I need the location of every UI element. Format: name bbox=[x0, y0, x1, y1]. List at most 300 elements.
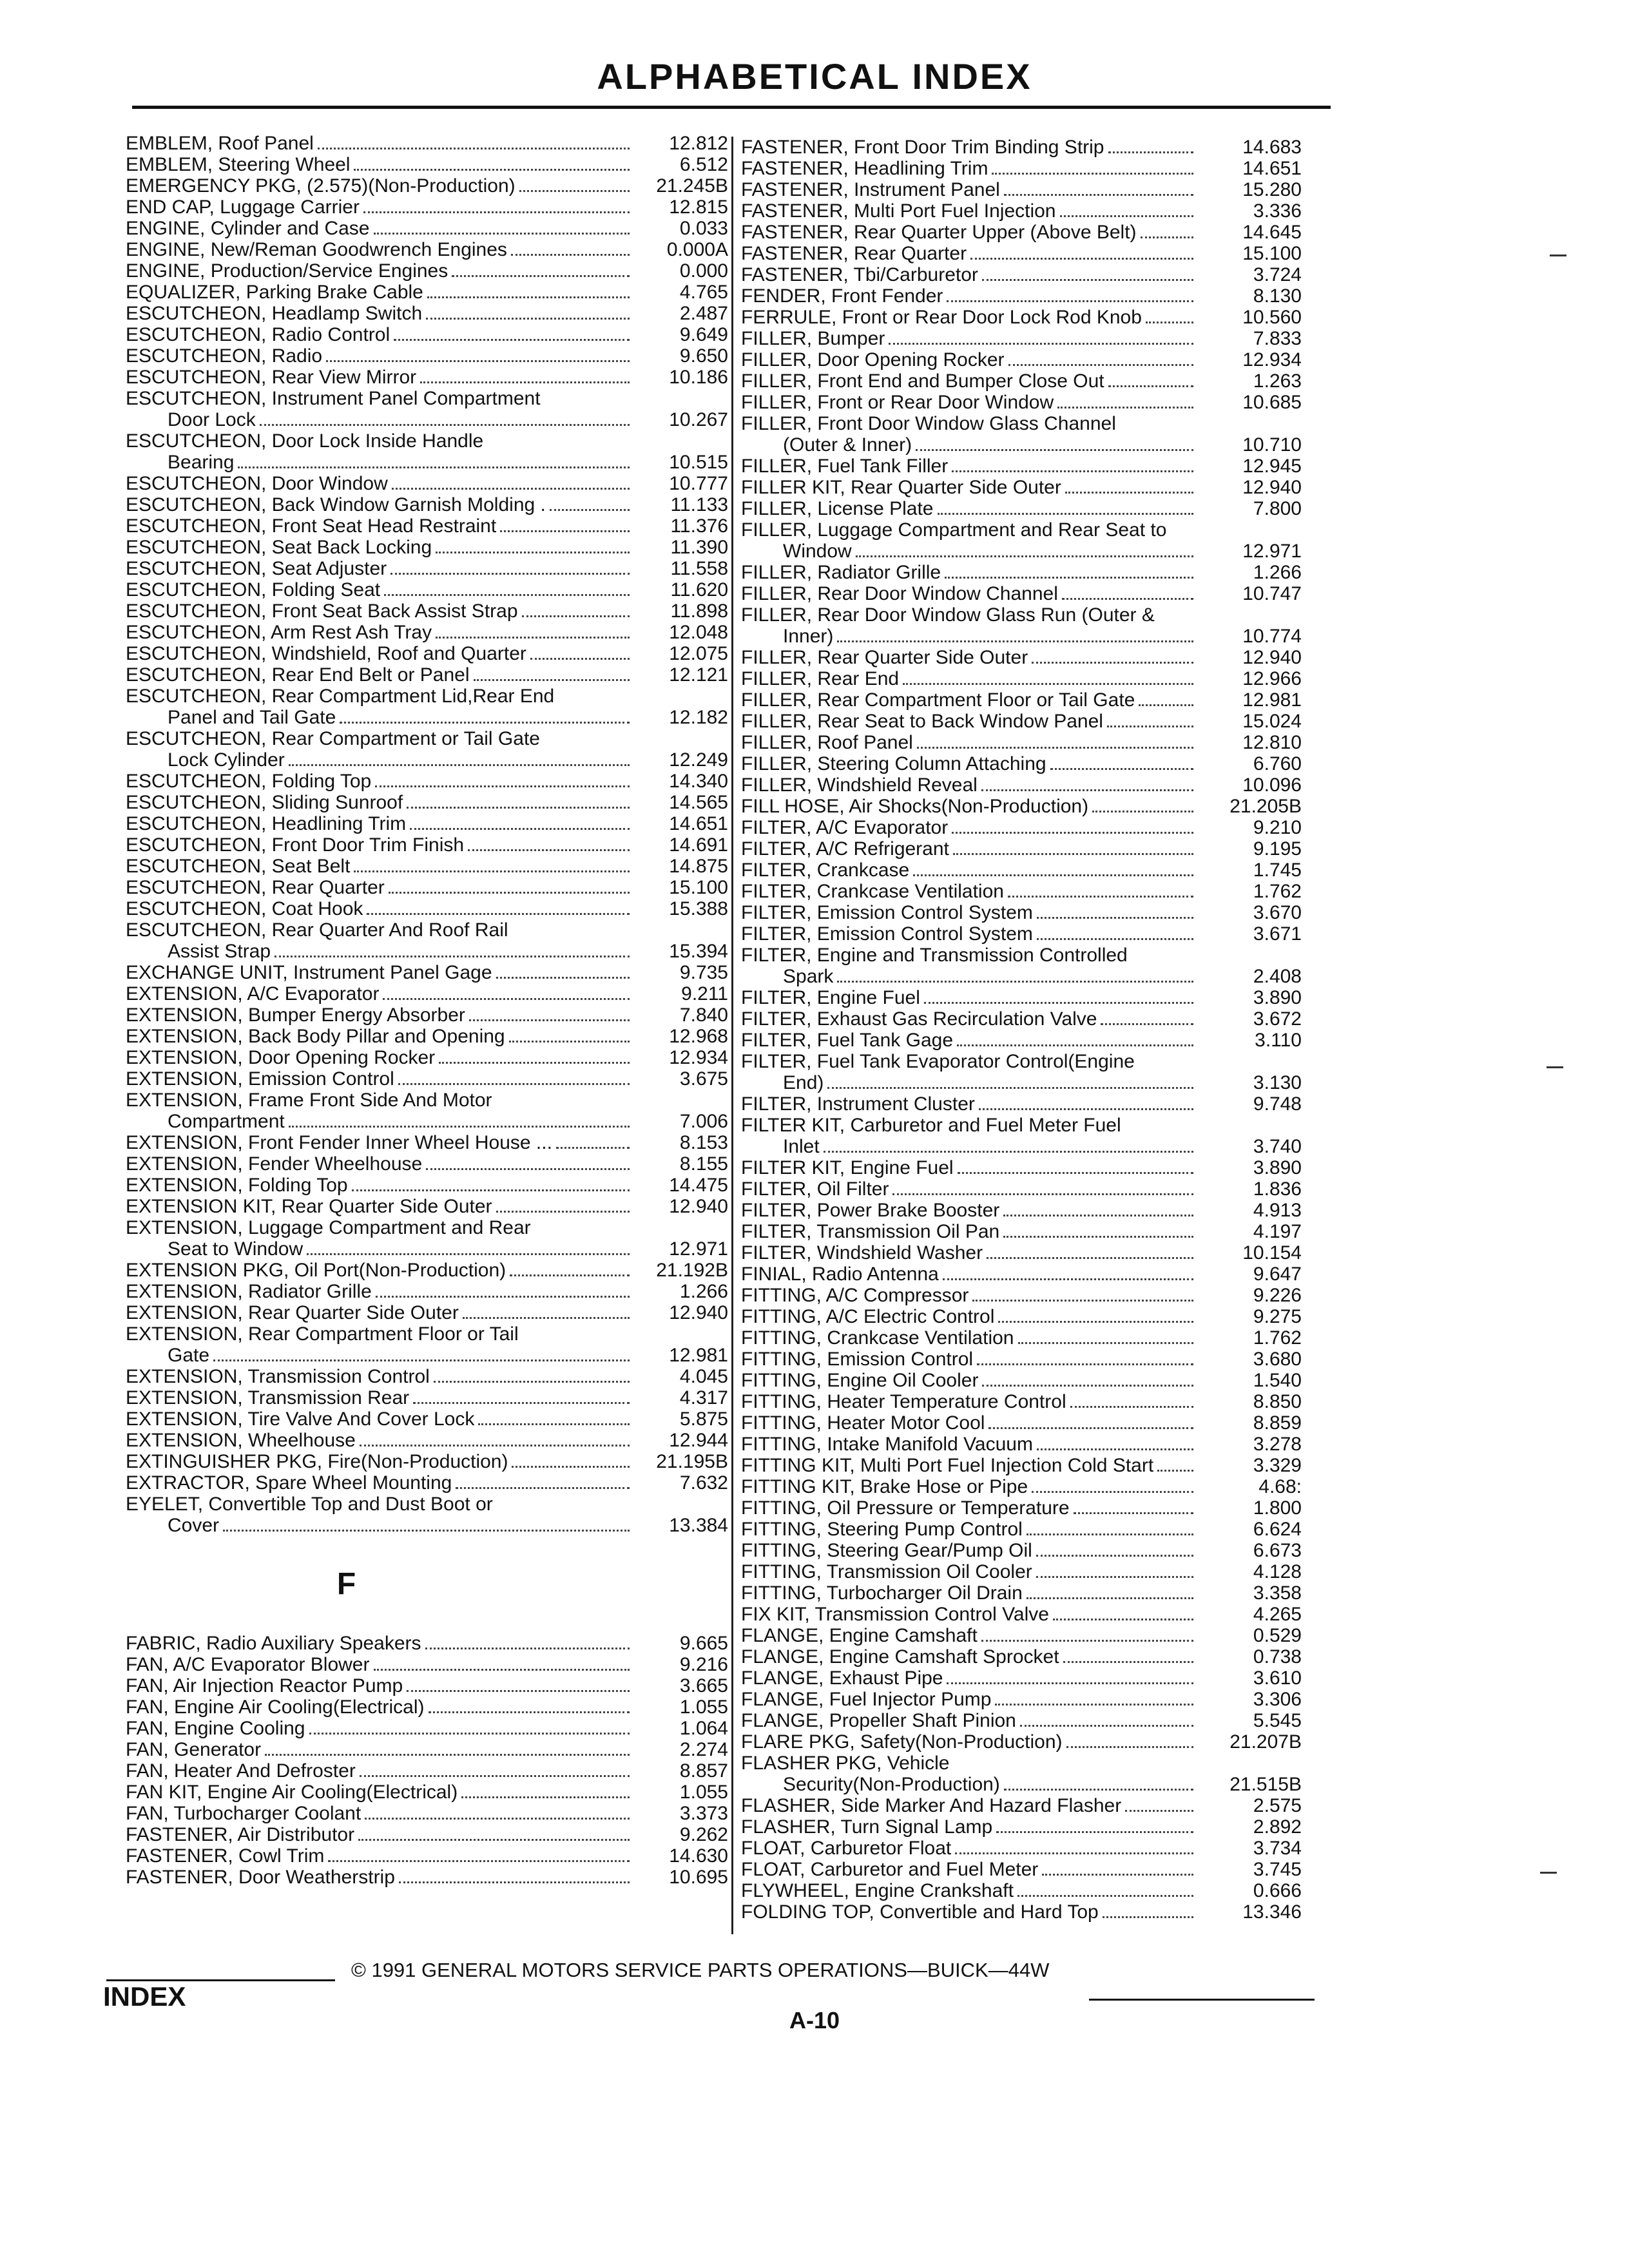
dot-leader bbox=[1037, 938, 1193, 940]
dot-leader bbox=[953, 853, 1193, 855]
entry-line bbox=[741, 1178, 1302, 1200]
index-entry bbox=[126, 1047, 728, 1068]
entry-line bbox=[126, 1302, 728, 1323]
index-entry bbox=[126, 239, 728, 260]
index-entry bbox=[741, 647, 1302, 668]
index-entry bbox=[741, 1030, 1302, 1051]
index-entry bbox=[126, 345, 728, 367]
entry-line bbox=[126, 792, 728, 813]
index-entry bbox=[741, 1901, 1302, 1923]
entry-page-ref: 15.280 bbox=[1242, 179, 1302, 200]
entry-page-ref: 2.487 bbox=[679, 303, 728, 324]
entry-page-ref: 3.665 bbox=[679, 1675, 728, 1696]
dot-leader bbox=[358, 1839, 630, 1841]
entry-page-ref: 3.671 bbox=[1253, 923, 1302, 945]
index-entry bbox=[741, 392, 1302, 413]
entry-term: FITTING, A/C Electric Control bbox=[741, 1306, 995, 1327]
dot-leader bbox=[1018, 1342, 1194, 1344]
entry-term: FILLER, Radiator Grille bbox=[741, 562, 941, 583]
entry-line bbox=[741, 1327, 1302, 1349]
entry-term: ENGINE, Production/Service Engines bbox=[126, 260, 448, 282]
dot-leader bbox=[307, 1253, 630, 1255]
entry-line bbox=[126, 303, 728, 324]
entry-page-ref: 10.096 bbox=[1242, 774, 1302, 796]
entry-page-ref: 15.388 bbox=[669, 898, 728, 919]
index-entry bbox=[741, 1497, 1302, 1519]
entry-line bbox=[741, 1519, 1302, 1540]
dot-leader bbox=[952, 832, 1193, 834]
entry-term: ESCUTCHEON, Seat Adjuster bbox=[126, 558, 387, 579]
entry-page-ref: 12.940 bbox=[1242, 647, 1302, 668]
entry-term: FITTING, Engine Oil Cooler bbox=[741, 1370, 979, 1391]
index-entry bbox=[741, 1200, 1302, 1221]
entry-page-ref: 10.695 bbox=[669, 1867, 728, 1888]
entry-term: Inlet bbox=[783, 1136, 820, 1157]
entry-line bbox=[126, 771, 728, 792]
entry-term: EXTENSION PKG, Oil Port(Non-Production) bbox=[126, 1260, 506, 1281]
entry-page-ref: 4.68: bbox=[1258, 1476, 1302, 1497]
index-entry bbox=[741, 519, 1302, 562]
index-entry bbox=[126, 728, 728, 771]
dot-leader bbox=[998, 1321, 1193, 1323]
index-entry bbox=[741, 222, 1302, 243]
dot-leader bbox=[434, 1381, 630, 1383]
index-entry bbox=[741, 285, 1302, 307]
entry-line bbox=[126, 1472, 728, 1494]
entry-line bbox=[741, 222, 1302, 243]
entry-page-ref: 7.840 bbox=[679, 1004, 728, 1026]
dot-leader bbox=[1060, 215, 1194, 217]
dot-leader bbox=[1003, 1215, 1193, 1216]
index-entry bbox=[741, 1093, 1302, 1115]
dot-leader bbox=[436, 552, 630, 553]
entry-term: FILTER, Fuel Tank Evaporator Control(Engine bbox=[741, 1051, 1135, 1072]
entry-page-ref: 3.740 bbox=[1253, 1136, 1302, 1157]
entry-page-ref: 1.266 bbox=[1253, 562, 1302, 583]
entry-term: FILTER, A/C Evaporator bbox=[741, 817, 949, 838]
entry-line bbox=[741, 456, 1302, 477]
entry-line bbox=[126, 1675, 728, 1696]
dot-leader bbox=[384, 594, 630, 596]
entry-term: FILTER, Oil Filter bbox=[741, 1178, 889, 1200]
entry-page-ref: 14.475 bbox=[669, 1175, 728, 1196]
dot-leader bbox=[360, 1445, 630, 1446]
entry-term: ESCUTCHEON, Rear Compartment Lid,Rear End bbox=[126, 686, 555, 707]
entry-line bbox=[741, 1476, 1302, 1497]
index-entry bbox=[126, 154, 728, 175]
entry-term: Security(Non-Production) bbox=[783, 1774, 1000, 1795]
entry-term: ESCUTCHEON, Windshield, Roof and Quarter bbox=[126, 643, 526, 664]
dot-leader bbox=[1036, 1576, 1193, 1578]
entry-line bbox=[126, 537, 728, 558]
index-entry bbox=[741, 689, 1302, 711]
entry-page-ref: 0.000 bbox=[679, 260, 728, 282]
entry-line bbox=[741, 1540, 1302, 1561]
entry-term: FILLER, Front End and Bumper Close Out bbox=[741, 370, 1104, 392]
entry-page-ref: 11.390 bbox=[670, 537, 728, 558]
index-entry bbox=[126, 260, 728, 282]
index-entry bbox=[741, 1731, 1302, 1753]
entry-page-ref: 3.890 bbox=[1253, 987, 1302, 1008]
index-entry bbox=[741, 1816, 1302, 1838]
index-entry bbox=[741, 1859, 1302, 1880]
dot-leader bbox=[988, 1427, 1193, 1429]
entry-line bbox=[126, 388, 728, 409]
entry-term: Inner) bbox=[783, 626, 834, 647]
dot-leader bbox=[996, 1831, 1193, 1833]
entry-term: FITTING, Transmission Oil Cooler bbox=[741, 1561, 1032, 1582]
entry-term: FASTENER, Rear Quarter bbox=[741, 243, 967, 264]
entry-page-ref: 12.810 bbox=[1242, 732, 1302, 753]
index-entry bbox=[126, 1718, 728, 1739]
entry-page-ref: 11.133 bbox=[670, 494, 728, 515]
entry-term: EXTENSION, Emission Control bbox=[126, 1068, 394, 1090]
index-entry bbox=[126, 919, 728, 962]
entry-line bbox=[741, 179, 1302, 200]
entry-continuation-line bbox=[126, 1111, 728, 1132]
entry-page-ref: 6.760 bbox=[1253, 753, 1302, 774]
entry-page-ref: 21.207B bbox=[1229, 1731, 1302, 1753]
entry-page-ref: 9.748 bbox=[1253, 1093, 1302, 1115]
dot-leader bbox=[1092, 811, 1193, 812]
entry-page-ref: 8.155 bbox=[679, 1153, 728, 1175]
dot-leader bbox=[837, 981, 1193, 983]
dot-leader bbox=[913, 874, 1193, 876]
entry-line bbox=[741, 158, 1302, 179]
entry-page-ref: 12.940 bbox=[1242, 477, 1302, 498]
entry-line bbox=[741, 1370, 1302, 1391]
entry-term: Door Lock bbox=[168, 409, 256, 430]
entry-line bbox=[126, 1633, 728, 1654]
entry-page-ref: 14.875 bbox=[669, 856, 728, 877]
entry-line bbox=[741, 711, 1302, 732]
entry-page-ref: 12.940 bbox=[669, 1302, 728, 1323]
entry-page-ref: 3.306 bbox=[1253, 1689, 1302, 1710]
entry-continuation-line bbox=[741, 434, 1302, 456]
entry-term: FLOAT, Carburetor and Fuel Meter bbox=[741, 1859, 1039, 1880]
dot-leader bbox=[1057, 407, 1193, 408]
entry-page-ref: 3.890 bbox=[1253, 1157, 1302, 1178]
entry-line bbox=[741, 1093, 1302, 1115]
entry-page-ref: 12.182 bbox=[669, 707, 728, 728]
entry-page-ref: 4.913 bbox=[1253, 1200, 1302, 1221]
entry-term: FILLER, Rear Door Window Glass Run (Outer & bbox=[741, 604, 1155, 626]
dot-leader bbox=[917, 747, 1193, 749]
index-entry bbox=[741, 902, 1302, 923]
entry-term: EXTENSION, Radiator Grille bbox=[126, 1281, 372, 1302]
entry-term: Cover bbox=[168, 1515, 220, 1536]
entry-page-ref: 12.812 bbox=[669, 133, 728, 154]
index-entry bbox=[741, 945, 1302, 987]
dot-leader bbox=[452, 275, 630, 277]
entry-term: FLASHER, Turn Signal Lamp bbox=[741, 1816, 993, 1838]
entry-term: EXTENSION, Folding Top bbox=[126, 1175, 348, 1196]
entry-page-ref: 9.262 bbox=[679, 1824, 728, 1845]
entry-term: ESCUTCHEON, Folding Seat bbox=[126, 579, 381, 601]
dot-leader bbox=[365, 1818, 630, 1820]
entry-term: FASTENER, Rear Quarter Upper (Above Belt) bbox=[741, 222, 1137, 243]
entry-line bbox=[741, 1221, 1302, 1242]
dot-leader bbox=[1008, 364, 1193, 366]
dot-leader bbox=[1074, 1512, 1193, 1514]
entry-page-ref: 14.651 bbox=[669, 813, 728, 834]
entry-page-ref: 11.898 bbox=[670, 601, 728, 622]
entry-term: EXTENSION KIT, Rear Quarter Side Outer bbox=[126, 1196, 492, 1217]
index-entry bbox=[741, 1306, 1302, 1327]
entry-term: ESCUTCHEON, Radio Control bbox=[126, 324, 390, 345]
entry-page-ref: 2.408 bbox=[1253, 966, 1302, 987]
entry-page-ref: 6.512 bbox=[679, 154, 728, 175]
entry-term: FASTENER, Door Weatherstrip bbox=[126, 1867, 395, 1888]
entry-line bbox=[741, 753, 1302, 774]
entry-line bbox=[126, 197, 728, 218]
entry-line bbox=[741, 689, 1302, 711]
entry-line bbox=[741, 307, 1302, 328]
index-entry bbox=[126, 1760, 728, 1782]
index-entry bbox=[741, 668, 1302, 689]
dot-leader bbox=[1004, 1789, 1193, 1791]
entry-term: FITTING, A/C Compressor bbox=[741, 1285, 969, 1306]
index-entry bbox=[741, 1710, 1302, 1731]
entry-term: FASTENER, Cowl Trim bbox=[126, 1845, 325, 1867]
index-entry bbox=[741, 200, 1302, 222]
entry-line bbox=[741, 200, 1302, 222]
entry-line bbox=[741, 1710, 1302, 1731]
entry-page-ref: 3.373 bbox=[679, 1803, 728, 1824]
entry-continuation-line bbox=[741, 541, 1302, 562]
index-entry bbox=[741, 1370, 1302, 1391]
dot-leader bbox=[512, 1466, 630, 1468]
entry-line bbox=[741, 1646, 1302, 1667]
index-column-right bbox=[741, 137, 1302, 1923]
index-entry bbox=[126, 856, 728, 877]
entry-term: ESCUTCHEON, Door Lock Inside Handle bbox=[126, 430, 484, 452]
dot-leader bbox=[360, 1775, 630, 1777]
entry-line bbox=[126, 728, 728, 749]
entry-term: EXTENSION, A/C Evaporator bbox=[126, 983, 380, 1004]
entry-term: FITTING KIT, Multi Port Fuel Injection Cold Start bbox=[741, 1455, 1154, 1476]
index-entry bbox=[126, 1132, 728, 1153]
entry-line bbox=[741, 1625, 1302, 1646]
entry-page-ref: 12.934 bbox=[1242, 349, 1302, 370]
dot-leader bbox=[289, 1126, 630, 1128]
entry-line bbox=[126, 1408, 728, 1430]
entry-page-ref: 21.195B bbox=[656, 1451, 728, 1472]
dot-leader bbox=[1037, 1448, 1193, 1450]
index-entry bbox=[126, 771, 728, 792]
entry-term: FLASHER PKG, Vehicle bbox=[741, 1753, 950, 1774]
entry-line bbox=[126, 154, 728, 175]
index-entry bbox=[126, 1739, 728, 1760]
index-entry bbox=[126, 962, 728, 983]
entry-line bbox=[126, 1824, 728, 1845]
entry-page-ref: 14.683 bbox=[1242, 137, 1302, 158]
entry-line bbox=[126, 877, 728, 898]
entry-page-ref: 10.710 bbox=[1242, 434, 1302, 456]
dot-leader bbox=[1020, 1725, 1193, 1727]
entry-page-ref: 0.000A bbox=[666, 239, 728, 260]
entry-page-ref: 12.944 bbox=[669, 1430, 728, 1451]
entry-page-ref: 21.245B bbox=[656, 175, 728, 197]
entry-line bbox=[741, 1455, 1302, 1476]
entry-line bbox=[126, 1090, 728, 1111]
dot-leader bbox=[509, 1041, 630, 1043]
entry-term: EYELET, Convertible Top and Dust Boot or bbox=[126, 1494, 493, 1515]
index-entry bbox=[741, 881, 1302, 902]
dot-leader bbox=[367, 913, 630, 915]
entry-line bbox=[741, 1391, 1302, 1412]
dot-leader bbox=[389, 892, 630, 894]
entry-continuation-line bbox=[741, 1072, 1302, 1093]
margin-mark bbox=[1547, 1066, 1563, 1068]
entry-term: FAN, Heater And Defroster bbox=[126, 1760, 356, 1782]
entry-term: FILLER, Roof Panel bbox=[741, 732, 913, 753]
dot-leader bbox=[326, 360, 630, 362]
entry-term: FILTER KIT, Carburetor and Fuel Meter Fuel bbox=[741, 1115, 1121, 1136]
entry-page-ref: 8.859 bbox=[1253, 1412, 1302, 1434]
entry-line bbox=[741, 1795, 1302, 1816]
entry-line bbox=[126, 1739, 728, 1760]
entry-page-ref: 21.205B bbox=[1229, 796, 1302, 817]
index-entry bbox=[126, 473, 728, 494]
dot-leader bbox=[924, 1002, 1193, 1004]
entry-line bbox=[741, 1667, 1302, 1689]
entry-line bbox=[741, 1115, 1302, 1136]
entry-term: ESCUTCHEON, Rear Quarter bbox=[126, 877, 385, 898]
entry-term: FILLER, Front Door Window Glass Channel bbox=[741, 413, 1116, 434]
index-entry bbox=[126, 282, 728, 303]
index-entry bbox=[126, 1281, 728, 1302]
entry-line bbox=[126, 473, 728, 494]
entry-line bbox=[741, 285, 1302, 307]
entry-term: FILLER, License Plate bbox=[741, 498, 934, 519]
entry-page-ref: 12.968 bbox=[669, 1026, 728, 1047]
entry-term: FLYWHEEL, Engine Crankshaft bbox=[741, 1880, 1014, 1901]
dot-leader bbox=[474, 679, 630, 681]
dot-leader bbox=[1004, 194, 1193, 196]
entry-term: ESCUTCHEON, Front Seat Back Assist Strap bbox=[126, 601, 518, 622]
entry-line bbox=[126, 558, 728, 579]
index-entry bbox=[741, 1221, 1302, 1242]
index-entry bbox=[126, 1696, 728, 1718]
entry-page-ref: 10.154 bbox=[1242, 1242, 1302, 1264]
entry-term: ESCUTCHEON, Arm Rest Ash Tray bbox=[126, 622, 432, 643]
index-entry bbox=[126, 1004, 728, 1026]
entry-line bbox=[126, 1696, 728, 1718]
entry-term: FASTENER, Tbi/Carburetor bbox=[741, 264, 978, 285]
index-entry bbox=[126, 303, 728, 324]
entry-line bbox=[741, 860, 1302, 881]
dot-leader bbox=[987, 1257, 1193, 1259]
entry-term: FILTER, Fuel Tank Gage bbox=[741, 1030, 954, 1051]
entry-term: ESCUTCHEON, Door Window bbox=[126, 473, 388, 494]
entry-page-ref: 3.329 bbox=[1253, 1455, 1302, 1476]
entry-continuation-line bbox=[126, 941, 728, 962]
entry-page-ref: 12.945 bbox=[1242, 456, 1302, 477]
entry-page-ref: 0.666 bbox=[1253, 1880, 1302, 1901]
entry-term: ESCUTCHEON, Headlining Trim bbox=[126, 813, 407, 834]
entry-term: FITTING, Turbocharger Oil Drain bbox=[741, 1582, 1023, 1604]
entry-term: ESCUTCHEON, Front Door Trim Finish bbox=[126, 834, 465, 856]
entry-page-ref: 1.263 bbox=[1253, 370, 1302, 392]
entry-line bbox=[126, 260, 728, 282]
entry-term: Panel and Tail Gate bbox=[168, 707, 336, 728]
entry-page-ref: 9.649 bbox=[679, 324, 728, 345]
entry-line bbox=[741, 137, 1302, 158]
dot-leader bbox=[1053, 1619, 1193, 1620]
index-entry bbox=[126, 218, 728, 239]
entry-term: FITTING, Heater Temperature Control bbox=[741, 1391, 1066, 1412]
entry-line bbox=[126, 579, 728, 601]
entry-line bbox=[741, 477, 1302, 498]
dot-leader bbox=[1101, 1023, 1193, 1025]
index-column-left bbox=[126, 133, 728, 1888]
entry-term: FITTING, Steering Pump Control bbox=[741, 1519, 1023, 1540]
entry-term: FITTING, Heater Motor Cool bbox=[741, 1412, 985, 1434]
dot-leader bbox=[394, 339, 630, 341]
entry-term: EXTENSION, Frame Front Side And Motor bbox=[126, 1090, 492, 1111]
entry-line bbox=[741, 1412, 1302, 1434]
index-entry bbox=[741, 732, 1302, 753]
dot-leader bbox=[970, 258, 1193, 260]
index-entry bbox=[126, 664, 728, 686]
index-entry bbox=[741, 774, 1302, 796]
dot-leader bbox=[383, 998, 630, 1000]
index-entry bbox=[126, 877, 728, 898]
entry-term: FILTER, Engine Fuel bbox=[741, 987, 920, 1008]
dot-leader bbox=[556, 1147, 630, 1149]
entry-page-ref: 15.100 bbox=[1242, 243, 1302, 264]
index-entry bbox=[741, 137, 1302, 158]
entry-line bbox=[126, 1760, 728, 1782]
index-entry bbox=[741, 1838, 1302, 1859]
section-letter: F bbox=[336, 1567, 356, 1601]
entry-line bbox=[126, 494, 728, 515]
dot-leader bbox=[992, 173, 1193, 175]
entry-term: FILLER, Rear Door Window Channel bbox=[741, 583, 1058, 604]
entry-page-ref: 12.971 bbox=[1242, 541, 1302, 562]
entry-line bbox=[741, 1816, 1302, 1838]
entry-term: FAN, A/C Evaporator Blower bbox=[126, 1654, 370, 1675]
dot-leader bbox=[410, 828, 630, 830]
entry-line bbox=[126, 919, 728, 941]
entry-line bbox=[126, 324, 728, 345]
index-entry bbox=[126, 324, 728, 345]
entry-page-ref: 12.971 bbox=[669, 1238, 728, 1260]
entry-page-ref: 12.815 bbox=[669, 197, 728, 218]
index-entry bbox=[126, 133, 728, 154]
entry-line bbox=[741, 647, 1302, 668]
entry-page-ref: 9.216 bbox=[679, 1654, 728, 1675]
index-entry bbox=[741, 477, 1302, 498]
dot-leader bbox=[340, 722, 630, 724]
entry-page-ref: 1.762 bbox=[1253, 881, 1302, 902]
entry-continuation-line bbox=[126, 749, 728, 771]
entry-line bbox=[741, 1434, 1302, 1455]
index-entry bbox=[126, 494, 728, 515]
entry-page-ref: 10.774 bbox=[1242, 626, 1302, 647]
index-entry bbox=[741, 1434, 1302, 1455]
dot-leader bbox=[1108, 151, 1194, 153]
entry-term: FITTING KIT, Brake Hose or Pipe bbox=[741, 1476, 1028, 1497]
dot-leader bbox=[426, 318, 630, 320]
entry-page-ref: 9.735 bbox=[679, 962, 728, 983]
index-entry bbox=[741, 498, 1302, 519]
entry-line bbox=[126, 1281, 728, 1302]
entry-page-ref: 21.515B bbox=[1229, 1774, 1302, 1795]
entry-term: FABRIC, Radio Auxiliary Speakers bbox=[126, 1633, 421, 1654]
index-entry bbox=[126, 834, 728, 856]
